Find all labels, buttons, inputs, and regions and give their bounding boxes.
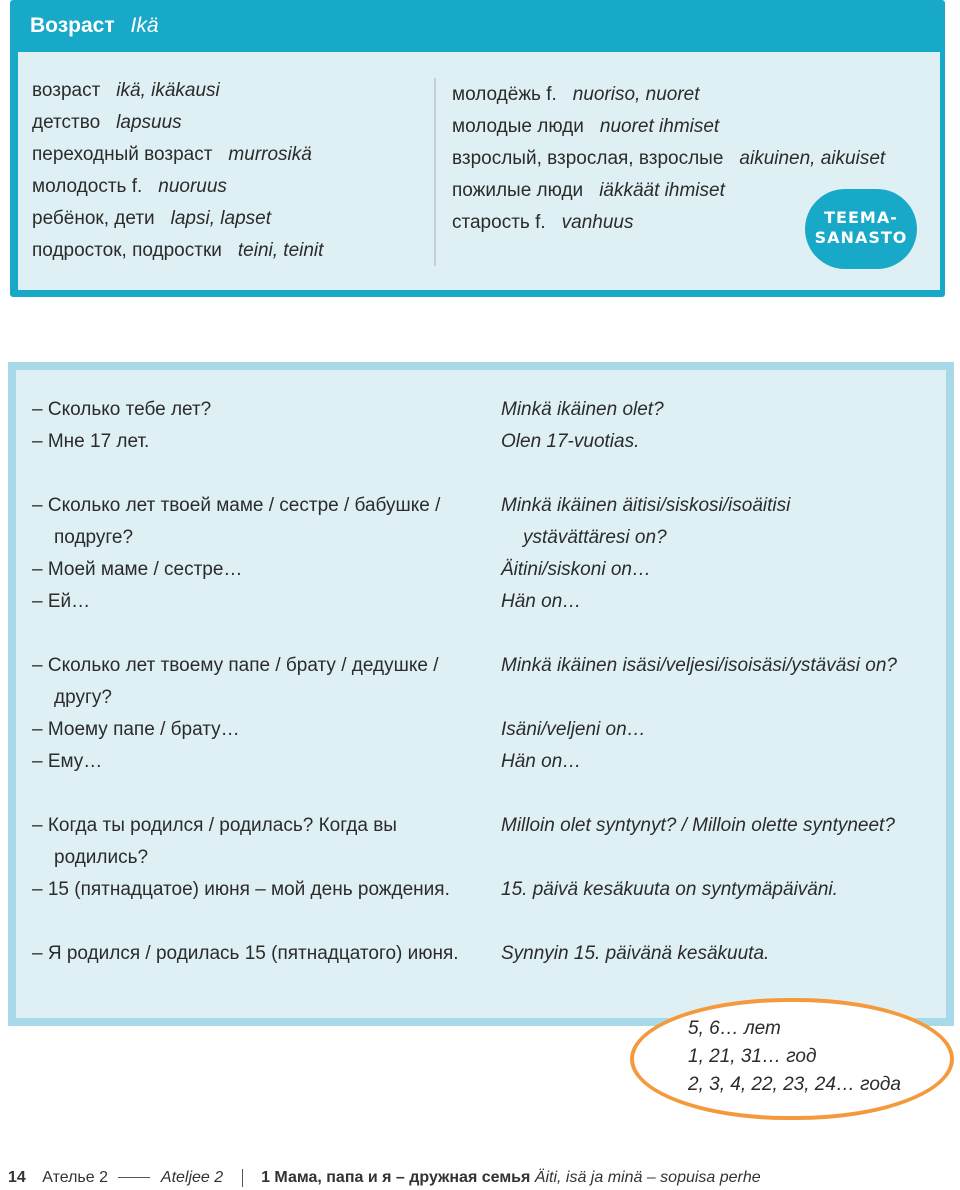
dialogue-block-3 bbox=[32, 650, 912, 778]
dialogue-line: другу? bbox=[54, 687, 112, 708]
dialogue-line: – Сколько лет твоей маме / сестре / бабушке / bbox=[32, 495, 441, 516]
chapter-title-fi: Äiti, isä ja minä – sopuisa perhe bbox=[534, 1169, 761, 1186]
dialogue-line: Olen 17-vuotias. bbox=[501, 431, 640, 452]
vocab-fi: nuoruus bbox=[158, 176, 227, 197]
dialogue-block-5 bbox=[32, 938, 912, 970]
vocab-item bbox=[32, 78, 323, 110]
badge-line-2: SANASTO bbox=[814, 228, 908, 247]
column-divider bbox=[434, 78, 436, 266]
dialogue-line: Minkä ikäinen isäsi/veljesi/isoisäsi/ystäväsi on? bbox=[501, 655, 898, 676]
vocab-fi: vanhuus bbox=[561, 212, 634, 233]
dialogue-fi bbox=[501, 650, 921, 778]
vocab-fi: lapsuus bbox=[116, 112, 182, 133]
vocab-fi: aikuinen, aikuiset bbox=[739, 148, 886, 169]
vocabulary-title-ru: Возраст bbox=[30, 14, 115, 37]
dialogue-ru bbox=[32, 650, 482, 778]
page-footer bbox=[8, 1166, 761, 1190]
vocab-item bbox=[32, 238, 323, 270]
dialogue-line: – Сколько лет твоему папе / брату / дедушке / bbox=[32, 655, 439, 676]
vocab-ru: возраст bbox=[32, 80, 101, 101]
vocab-item bbox=[32, 174, 323, 206]
dialogue-line: Äitini/siskoni on… bbox=[501, 559, 651, 580]
dialogue-fi bbox=[501, 810, 921, 906]
vocab-ru: молодость f. bbox=[32, 176, 143, 197]
dialogue-line: – Мне 17 лет. bbox=[32, 431, 150, 452]
vocab-ru: молодёжь f. bbox=[452, 84, 557, 105]
dialogue-line: 15. päivä kesäkuuta on syntymäpäiväni. bbox=[501, 879, 838, 900]
vocab-fi: ikä, ikäkausi bbox=[116, 80, 220, 101]
vocab-item bbox=[32, 110, 323, 142]
dialogue-ru bbox=[32, 394, 482, 458]
vocab-ru: подросток, подростки bbox=[32, 240, 222, 261]
footer-separator bbox=[242, 1169, 243, 1187]
dialogue-fi bbox=[501, 938, 921, 970]
dialogue-line: Isäni/veljeni on… bbox=[501, 719, 646, 740]
dialogue-line: Minkä ikäinen äitisi/siskosi/isoäitisi bbox=[501, 495, 791, 516]
dialogue-line: – Когда ты родился / родилась? Когда вы bbox=[32, 815, 397, 836]
vocab-item bbox=[452, 82, 885, 114]
vocabulary-title bbox=[30, 12, 159, 42]
vocab-item bbox=[452, 114, 885, 146]
chapter-title-ru: 1 Мама, папа и я – дружная семья bbox=[261, 1169, 531, 1186]
vocab-fi: nuoriso, nuoret bbox=[572, 84, 700, 105]
dialogue-block-1 bbox=[32, 394, 912, 458]
dialogue-line: Synnyin 15. päivänä kesäkuuta. bbox=[501, 943, 770, 964]
dialogue-line: родились? bbox=[54, 847, 149, 868]
vocab-ru: молодые люди bbox=[452, 116, 584, 137]
dialogue-line bbox=[501, 842, 921, 874]
page-number: 14 bbox=[8, 1169, 26, 1186]
vocab-fi: teini, teinit bbox=[237, 240, 324, 261]
vocab-item bbox=[32, 142, 323, 174]
number-note-line: 2, 3, 4, 22, 23, 24… года bbox=[688, 1074, 901, 1095]
dialogue-fi bbox=[501, 490, 921, 618]
dialogue-line: Hän on… bbox=[501, 591, 582, 612]
dialogue-line: Minkä ikäinen olet? bbox=[501, 399, 664, 420]
dialogue-line: Hän on… bbox=[501, 751, 582, 772]
dialogue-line: – Моему папе / брату… bbox=[32, 719, 240, 740]
dialogue-block-2 bbox=[32, 490, 912, 618]
dialogue-line: – 15 (пятнадцатое) июня – мой день рождения. bbox=[32, 879, 450, 900]
book-title-fi: Ateljee 2 bbox=[160, 1169, 224, 1186]
vocab-item bbox=[452, 146, 885, 178]
dialogue-block-4 bbox=[32, 810, 912, 906]
vocabulary-list-left bbox=[32, 78, 323, 270]
dialogue-line: – Сколько тебе лет? bbox=[32, 399, 212, 420]
vocab-ru: ребёнок, дети bbox=[32, 208, 155, 229]
theme-vocabulary-badge bbox=[805, 189, 917, 269]
dialogue-line bbox=[501, 682, 921, 714]
dialogue-line: – Моей маме / сестре… bbox=[32, 559, 243, 580]
dialogue-line: – Ему… bbox=[32, 751, 103, 772]
dialogue-ru bbox=[32, 810, 482, 906]
vocab-ru: пожилые люди bbox=[452, 180, 584, 201]
dialogue-fi bbox=[501, 394, 921, 458]
vocab-fi: murrosikä bbox=[228, 144, 312, 165]
vocab-ru: детство bbox=[32, 112, 101, 133]
vocab-ru: старость f. bbox=[452, 212, 546, 233]
dialogue-ru bbox=[32, 490, 482, 618]
number-note-line: 5, 6… лет bbox=[688, 1018, 781, 1039]
badge-line-1: TEEMA- bbox=[824, 208, 898, 227]
footer-dash bbox=[118, 1177, 150, 1178]
vocabulary-title-fi: Ikä bbox=[130, 14, 159, 37]
dialogue-line: – Ей… bbox=[32, 591, 91, 612]
dialogue-line: Milloin olet syntynyt? / Milloin olette syntyneet? bbox=[501, 815, 895, 836]
vocab-ru: взрослый, взрослая, взрослые bbox=[452, 148, 724, 169]
number-note-line: 1, 21, 31… год bbox=[688, 1046, 817, 1067]
dialogue-line: – Я родился / родилась 15 (пятнадцатого) июня. bbox=[32, 943, 459, 964]
vocab-fi: iäkkäät ihmiset bbox=[599, 180, 725, 201]
number-note-text bbox=[688, 1015, 901, 1099]
dialogue-ru bbox=[32, 938, 482, 970]
dialogue-line: подруге? bbox=[54, 527, 134, 548]
vocab-fi: nuoret ihmiset bbox=[599, 116, 720, 137]
vocab-fi: lapsi, lapset bbox=[170, 208, 271, 229]
dialogue-line: ystävättäresi on? bbox=[523, 527, 667, 548]
vocab-ru: переходный возраст bbox=[32, 144, 213, 165]
vocab-item bbox=[32, 206, 323, 238]
book-title-ru: Ателье 2 bbox=[42, 1169, 108, 1186]
